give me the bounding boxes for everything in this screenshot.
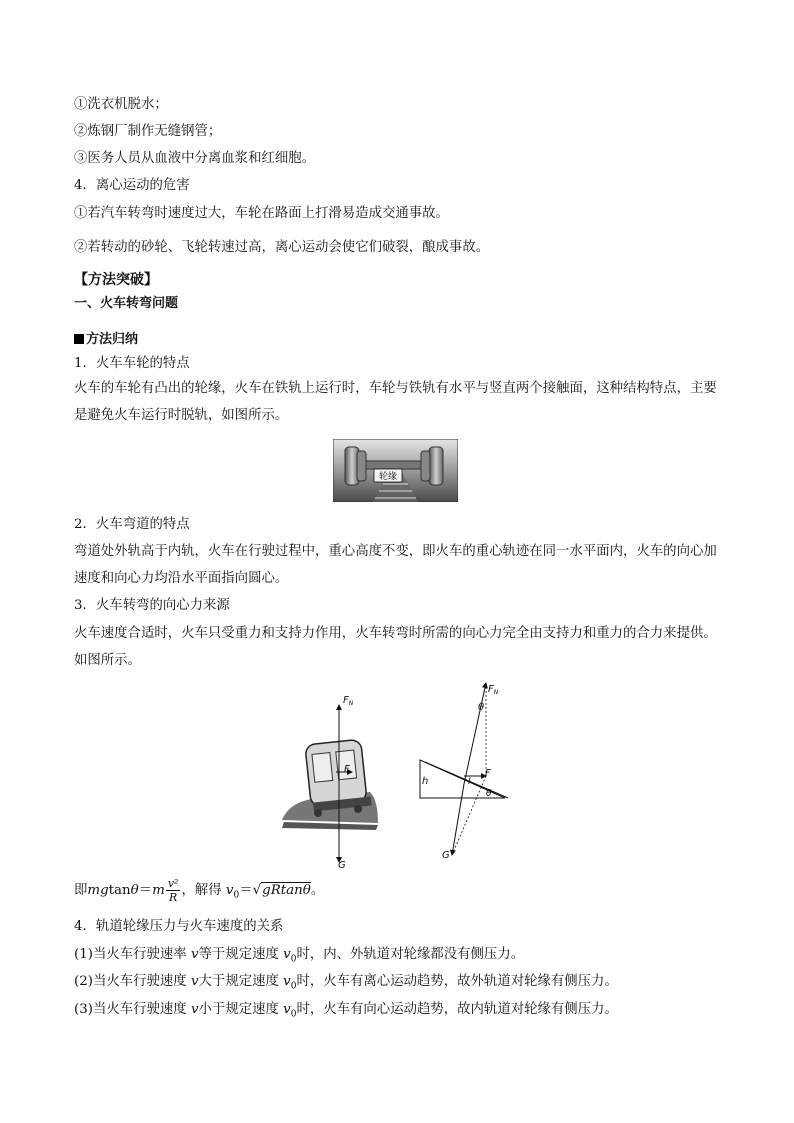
method-label: 方法归纳 — [86, 332, 139, 347]
formula-line: 即mgtanθ＝m $\frac{\text{v²}}{R}$ ，解得 $v_0=√gRtan\theta$。 — [74, 877, 325, 904]
p1-text: 火车的车轮有凸出的轮缘，火车在铁轨上运行时，车轮与铁轨有水平与竖直两个接触面，这种结构特点，主要是避免火车运行时脱轨，如图所示。 — [74, 381, 717, 423]
svg-text:F: F — [344, 764, 350, 775]
p2-heading: 2．火车弯道的特点 — [74, 517, 190, 532]
text-line-5: ①若汽车转弯时速度过大，车轮在路面上打滑易造成交通事故。 — [74, 206, 449, 221]
p3-text: 火车速度合适时，火车只受重力和支持力作用，火车转弯时所需的向心力完全由支持力和重力的合力来提供。如图所示。 — [74, 626, 717, 668]
text-line-6: ②若转动的砂轮、飞轮转速过高，离心运动会使它们破裂，酿成事故。 — [74, 240, 490, 255]
svg-text:h: h — [422, 776, 429, 787]
train-illustration — [282, 739, 378, 830]
text-line-1: ①洗衣机脱水； — [74, 97, 168, 112]
svg-text:G: G — [442, 850, 450, 861]
svg-text:θ: θ — [486, 789, 492, 799]
p1-heading: 1．火车车轮的特点 — [74, 356, 190, 371]
text-line-2: ②炼钢厂制作无缝钢管； — [74, 124, 222, 139]
p2-text: 弯道处外轨高于内轨，火车在行驶过程中，重心高度不变，即火车的重心轨迹在同一水平面内，火车的向心加速度和向心力均沿水平面指向圆心。 — [74, 544, 717, 586]
force-diagram — [280, 680, 520, 870]
p4-heading: 4．轨道轮缘压力与火车速度的关系 — [74, 919, 284, 934]
flange-label: 轮缘 — [378, 472, 398, 482]
svg-text:θ: θ — [478, 702, 485, 713]
p4-item-1: (1)当火车行驶速率 v等于规定速度 $v_0$时，内、外轨道对轮缘都没有侧压力。 — [74, 947, 525, 965]
p4-item-3: (3)当火车行驶速度 v小于规定速度 $v_0$时，火车有向心运动趋势，故内轨道对轮缘有侧压力。 — [74, 1002, 618, 1020]
method-heading — [74, 330, 138, 350]
section-title: 【方法突破】 — [74, 272, 158, 288]
svg-text:F: F — [485, 768, 491, 779]
square-bullet-icon — [74, 334, 84, 344]
svg-text:G: G — [338, 860, 346, 870]
text-line-4: 4．离心运动的危害 — [74, 178, 190, 193]
section-subtitle: 一、火车转弯问题 — [74, 296, 179, 311]
normal-force-arrow-right — [464, 683, 486, 784]
svg-text:l: l — [468, 777, 471, 787]
svg-text:FN: $F_N$ — [488, 684, 499, 696]
p4-item-2: (2)当火车行驶速度 v大于规定速度 $v_0$时，火车有离心运动趋势，故外轨道对轮缘有侧压力。 — [74, 974, 618, 992]
svg-text:FN: $F_N$ — [343, 695, 354, 707]
wheel-flange-figure — [333, 439, 458, 502]
gravity-arrow-right — [452, 784, 464, 855]
text-line-3: ③医务人员从血液中分离血浆和红细胞。 — [74, 151, 316, 166]
p3-heading: 3．火车转弯的向心力来源 — [74, 598, 230, 613]
